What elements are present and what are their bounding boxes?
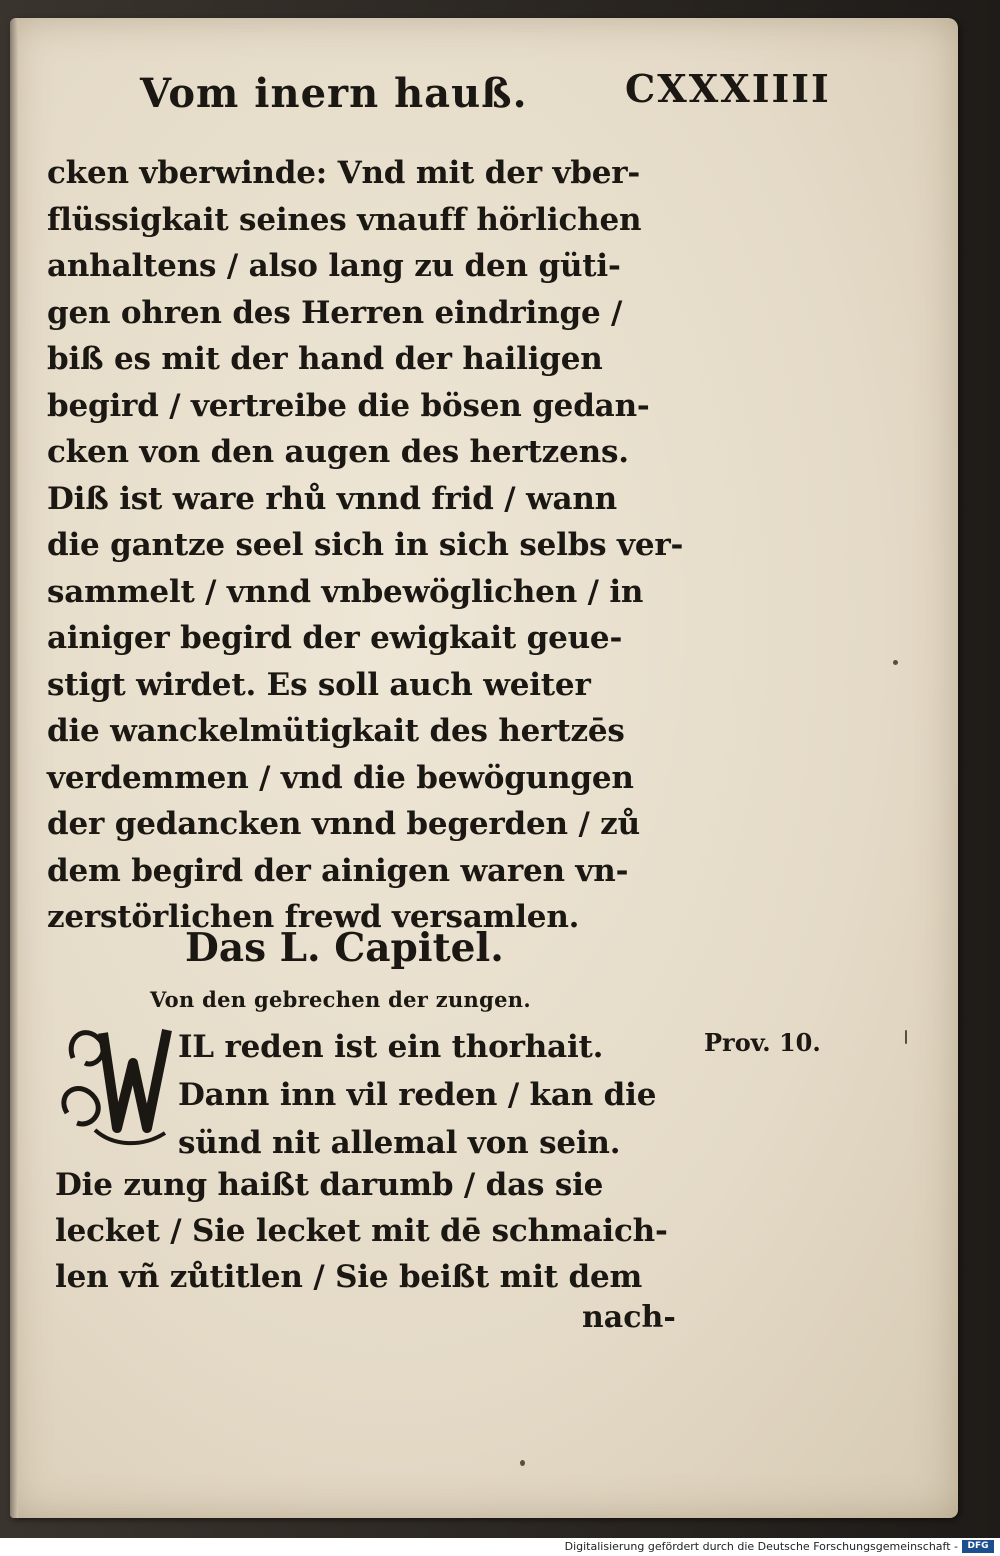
paper-speck bbox=[520, 1460, 525, 1466]
flourish-tail bbox=[95, 1130, 165, 1143]
body-line: Die zung haißt darumb / das sie bbox=[55, 1167, 604, 1203]
body-line: verdemmen / vnd die bewögungen bbox=[47, 759, 634, 796]
page-edge bbox=[10, 18, 18, 1518]
letter-stroke bbox=[103, 1030, 167, 1128]
body-line: len vñ zůtitlen / Sie beißt mit dem bbox=[55, 1259, 643, 1295]
initial-letter: W bbox=[115, 1018, 117, 1019]
chapter-subtitle: Von den gebrechen der zungen. bbox=[150, 987, 531, 1012]
body-line: ainiger begird der ewigkait geue- bbox=[47, 620, 623, 656]
body-line: IL reden ist ein thorhait. bbox=[178, 1029, 604, 1065]
catchword: nach- bbox=[582, 1300, 676, 1335]
body-line: stigt wirdet. Es soll auch weiter bbox=[47, 666, 591, 703]
body-line: cken von den augen des hertzens. bbox=[47, 434, 629, 470]
body-line: begird / vertreibe die bösen gedan- bbox=[47, 387, 650, 424]
body-line: Diß ist ware rhů vnnd frid / wann bbox=[47, 480, 618, 517]
body-line: flüssigkait seines vnauff hörlichen bbox=[47, 201, 642, 238]
body-line: dem begird der ainigen waren vn- bbox=[47, 852, 629, 889]
footer-credit: Digitalisierung gefördert durch die Deutsche Forschungsgemeinschaft - bbox=[564, 1540, 958, 1553]
body-line: Dann inn vil reden / kan die bbox=[178, 1077, 657, 1113]
flourish-bottom bbox=[64, 1089, 98, 1124]
footer-bar bbox=[0, 1538, 1000, 1556]
body-line: biß es mit der hand der hailigen bbox=[47, 341, 603, 377]
flourish-top bbox=[71, 1033, 103, 1064]
paper-speck bbox=[905, 1030, 907, 1044]
body-line: lecket / Sie lecket mit dē schmaich- bbox=[55, 1213, 668, 1249]
folio-number: CXXXIIII bbox=[625, 66, 831, 111]
body-line: zerstörlichen frewd versamlen. bbox=[47, 899, 580, 935]
body-line: gen ohren des Herren eindringe / bbox=[47, 294, 623, 331]
body-line: die wanckelmütigkait des hertzēs bbox=[47, 713, 625, 749]
body-line: sammelt / vnnd vnbewöglichen / in bbox=[47, 573, 644, 610]
margin-note: Prov. 10. bbox=[704, 1028, 821, 1057]
chapter-title: Das L. Capitel. bbox=[185, 925, 504, 971]
decorated-initial bbox=[55, 1018, 175, 1148]
dfg-logo: DFG bbox=[962, 1540, 994, 1553]
body-line: der gedancken vnnd begerden / zů bbox=[47, 806, 640, 842]
paper-speck bbox=[893, 660, 898, 665]
body-line: cken vberwinde: Vnd mit der vber- bbox=[47, 155, 641, 191]
running-head-title: Vom inern hauß. bbox=[140, 70, 528, 117]
chapter-body-text bbox=[55, 1162, 668, 1300]
initial-text bbox=[178, 1023, 656, 1167]
body-line: anhaltens / also lang zu den güti- bbox=[47, 248, 621, 284]
body-text bbox=[47, 150, 707, 941]
body-line: sünd nit allemal von sein. bbox=[178, 1125, 621, 1161]
body-line: die gantze seel sich in sich selbs ver- bbox=[47, 527, 684, 563]
